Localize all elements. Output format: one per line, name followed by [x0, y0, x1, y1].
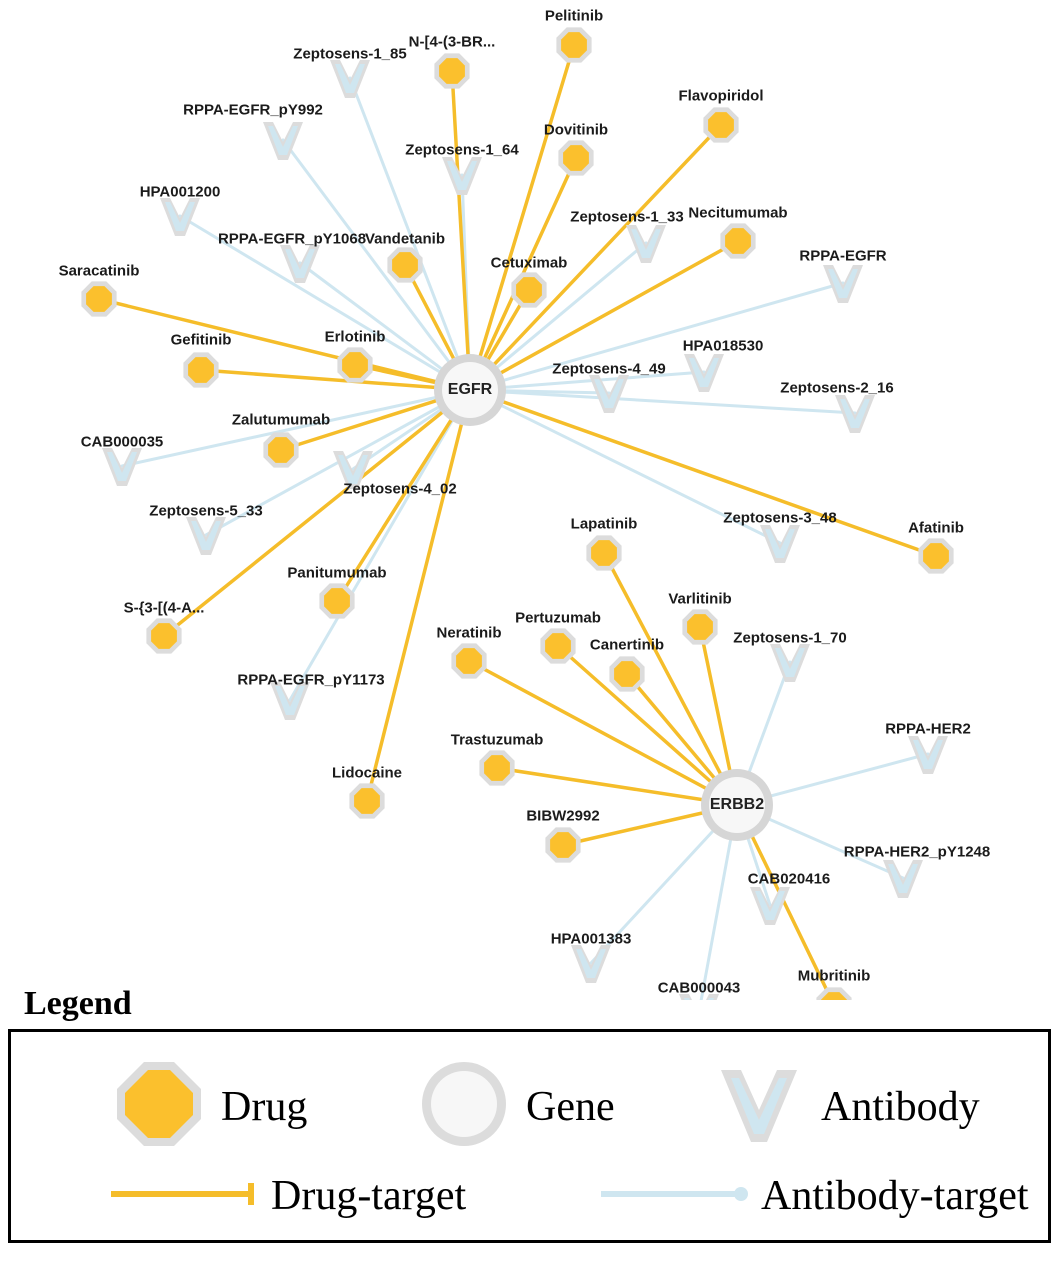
antibody-label: RPPA-EGFR_pY1068: [217, 230, 367, 248]
legend-label-drug: Drug: [221, 1083, 308, 1130]
drug-label: Pertuzumab: [515, 609, 601, 627]
antibody-label: Zeptosens-1_64: [405, 141, 519, 159]
drug-label: Pelitinib: [544, 7, 604, 25]
drug-label: Flavopiridol: [678, 87, 764, 105]
drug-node[interactable]: [918, 538, 953, 573]
drug-label: BIBW2992: [526, 807, 600, 825]
drug-label: Canertinib: [589, 636, 665, 654]
drug-node[interactable]: [451, 643, 486, 678]
antibody-label: HPA001383: [550, 930, 632, 948]
drug-label: Lidocaine: [331, 764, 403, 782]
drug-label: Gefitinib: [170, 331, 232, 349]
antibody-label: Zeptosens-1_33: [570, 208, 684, 226]
drug-label: Varlitinib: [668, 590, 732, 608]
antibody-label: HPA001200: [139, 183, 221, 201]
drug-node[interactable]: [146, 618, 181, 653]
legend-label-antibody: Antibody: [821, 1083, 980, 1130]
legend-item-drug: [111, 1056, 307, 1157]
drug-node[interactable]: [682, 609, 717, 644]
drug-node[interactable]: [540, 628, 575, 663]
legend: [0, 985, 1059, 1243]
antibody-label: RPPA-HER2: [885, 720, 971, 738]
drug-label: Zalutumumab: [231, 411, 331, 429]
drug-node[interactable]: [586, 535, 621, 570]
antibody-label: RPPA-EGFR_pY1173: [237, 671, 385, 689]
legend-item-antibody-target: [601, 1172, 1029, 1220]
graph-edge: [452, 71, 470, 390]
gene-label: EGFR: [447, 381, 493, 398]
legend-item-antibody: [711, 1056, 980, 1157]
drug-label: Saracatinib: [58, 262, 140, 280]
graph-edge: [290, 390, 470, 700]
antibody-target-edge-icon: [601, 1179, 751, 1214]
drug-label: Neratinib: [436, 624, 502, 642]
drug-label: Erlotinib: [324, 328, 386, 346]
drug-node[interactable]: [337, 347, 372, 382]
gene-node-icon: [416, 1056, 512, 1157]
drug-node[interactable]: [263, 432, 298, 467]
legend-item-drug-target: [111, 1172, 466, 1220]
drug-node[interactable]: [387, 247, 422, 282]
drug-label: Vandetanib: [364, 230, 446, 248]
drug-label: S-{3-[(4-A...: [123, 599, 205, 617]
drug-node[interactable]: [319, 583, 354, 618]
drug-node[interactable]: [81, 281, 116, 316]
drug-node[interactable]: [558, 140, 593, 175]
drug-node[interactable]: [511, 272, 546, 307]
legend-label-antibody-target: Antibody-target: [761, 1173, 1029, 1219]
drug-label: Trastuzumab: [450, 731, 544, 749]
antibody-label: Zeptosens-1_70: [733, 629, 847, 647]
legend-item-gene: [416, 1056, 615, 1157]
antibody-label: Zeptosens-4_49: [552, 360, 666, 378]
legend-label-gene: Gene: [526, 1083, 615, 1130]
gene-label: ERBB2: [709, 796, 765, 813]
drug-node[interactable]: [349, 783, 384, 818]
drug-label: Lapatinib: [570, 515, 638, 533]
drug-node[interactable]: [183, 352, 218, 387]
antibody-label: Zeptosens-2_16: [780, 379, 894, 397]
antibody-label: Zeptosens-3_48: [723, 509, 837, 527]
antibody-label: Zeptosens-1_85: [293, 45, 407, 63]
antibody-node-icon: [711, 1056, 807, 1157]
antibody-label: RPPA-EGFR: [799, 247, 887, 265]
antibody-label: HPA018530: [682, 337, 764, 355]
drug-node[interactable]: [479, 750, 514, 785]
drug-node[interactable]: [609, 656, 644, 691]
legend-box: [8, 1029, 1051, 1243]
antibody-label: RPPA-HER2_pY1248: [843, 843, 991, 861]
legend-title: Legend: [24, 985, 132, 1022]
drug-node[interactable]: [703, 107, 738, 142]
drug-node[interactable]: [556, 27, 591, 62]
drug-node[interactable]: [434, 53, 469, 88]
drug-label: Cetuximab: [490, 254, 568, 272]
drug-target-edge-icon: [111, 1179, 261, 1214]
drug-label: Dovitinib: [543, 121, 609, 139]
drug-label: Mubritinib: [797, 967, 871, 985]
legend-label-drug-target: Drug-target: [271, 1173, 467, 1219]
antibody-label: Zeptosens-4_02: [343, 480, 457, 498]
antibody-label: RPPA-EGFR_pY992: [183, 101, 323, 119]
antibody-label: CAB000035: [80, 433, 164, 451]
drug-label: Panitumumab: [287, 564, 387, 582]
drug-node-icon: [111, 1056, 207, 1157]
antibody-label: Zeptosens-5_33: [149, 502, 263, 520]
drug-node[interactable]: [545, 827, 580, 862]
drug-label: N-[4-(3-BR...: [408, 33, 496, 51]
drug-label: Necitumumab: [688, 204, 788, 222]
drug-node[interactable]: [720, 223, 755, 258]
drug-label: Afatinib: [908, 519, 964, 537]
antibody-label: CAB000043: [657, 979, 741, 997]
graph-edge: [470, 45, 574, 390]
antibody-label: CAB020416: [747, 870, 831, 888]
